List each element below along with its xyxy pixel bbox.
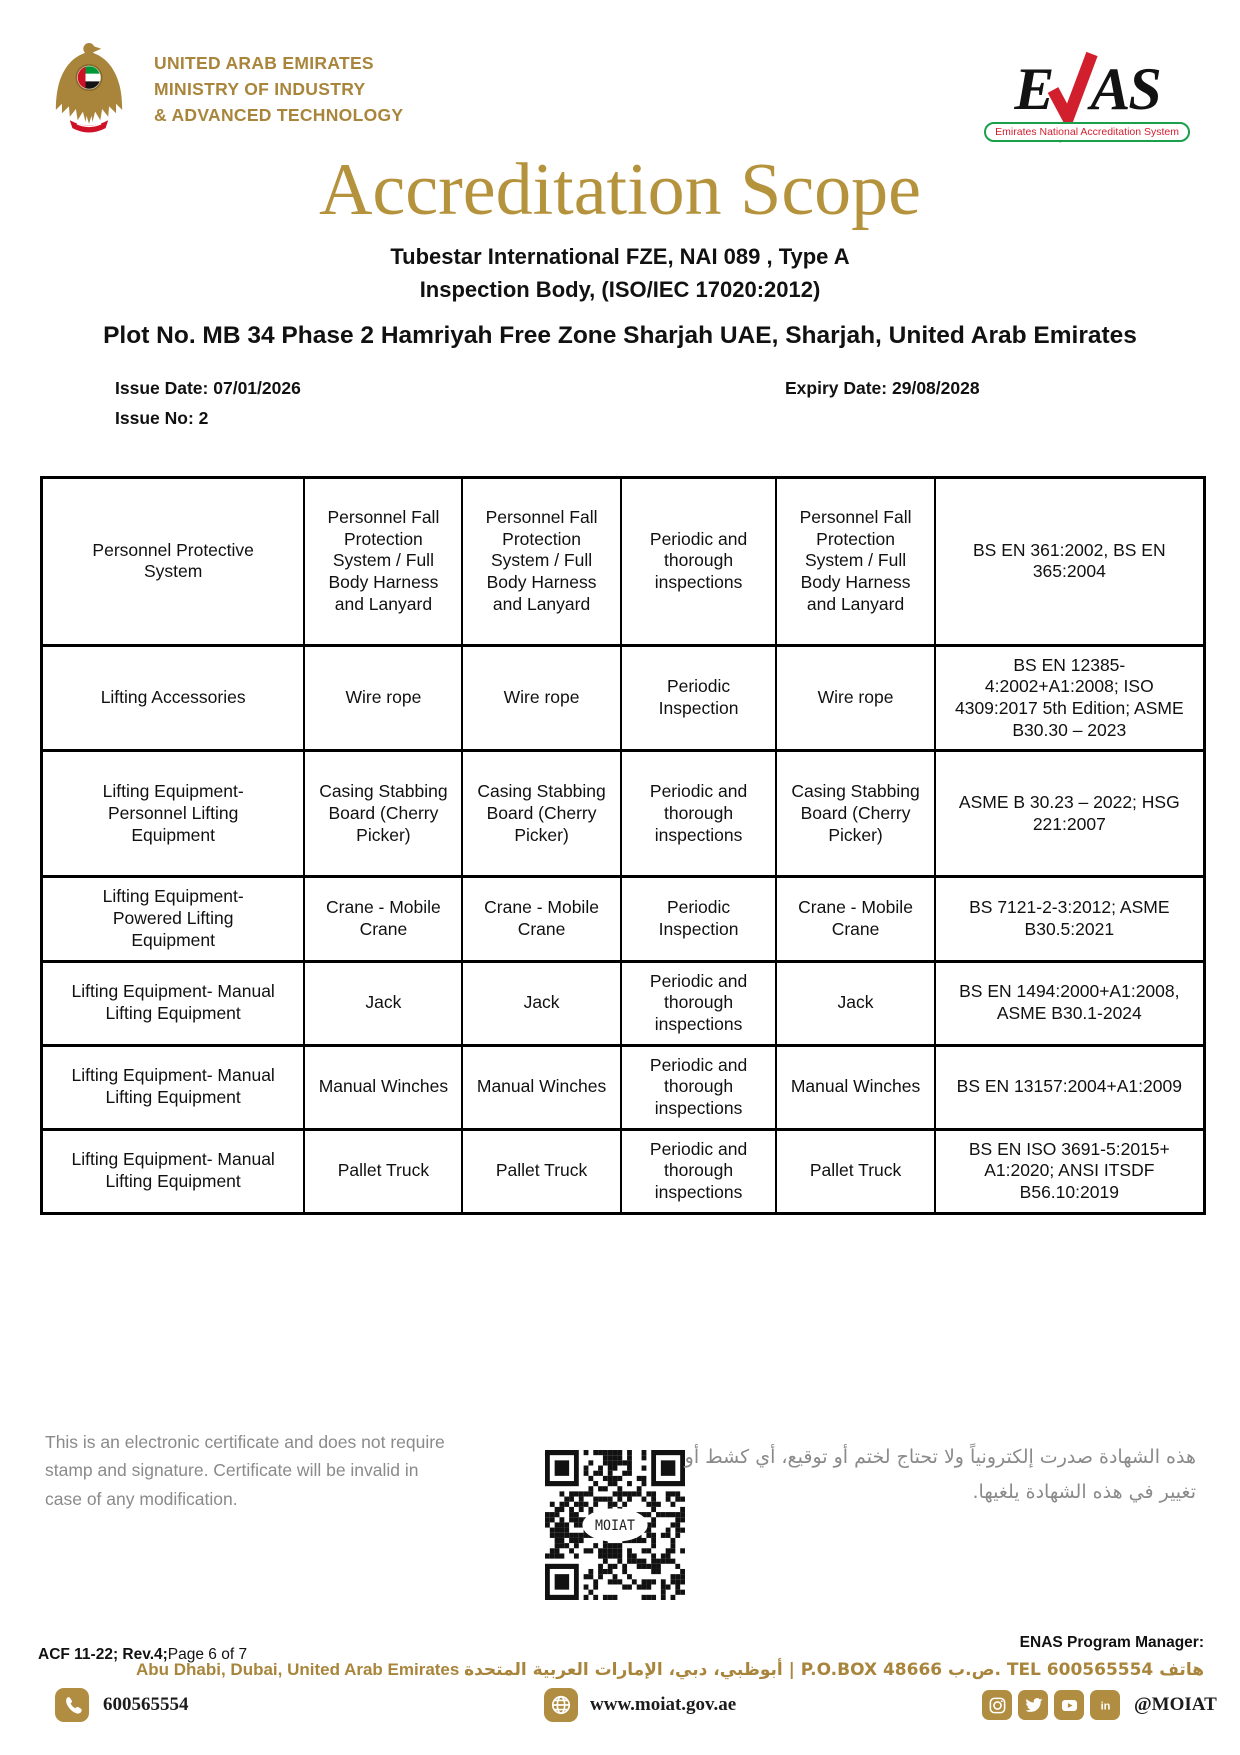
- table-cell: Jack: [776, 961, 934, 1045]
- table-cell: Personnel Protective System: [42, 477, 305, 645]
- organization-address: Plot No. MB 34 Phase 2 Hamriyah Free Zone Sharjah UAE, Sharjah, United Arab Emirates: [103, 321, 1137, 349]
- expiry-date-value: 29/08/2028: [892, 377, 980, 398]
- issue-number-label: Issue No:: [115, 407, 194, 428]
- page-title: Accreditation Scope: [318, 149, 922, 231]
- table-row: [42, 1129, 1205, 1213]
- program-manager-label: ENAS Program Manager:: [1019, 1634, 1204, 1651]
- issue-date-label: Issue Date:: [115, 377, 209, 398]
- table-cell: Pallet Truck: [304, 1129, 462, 1213]
- table-cell: Lifting Equipment- Personnel Lifting Equipment: [42, 751, 305, 877]
- table-cell: Personnel Fall Protection System / Full Body Harness and Lanyard: [776, 477, 934, 645]
- table-cell: Wire rope: [776, 645, 934, 751]
- table-cell: Crane - Mobile Crane: [776, 877, 934, 961]
- instagram-icon[interactable]: [982, 1690, 1012, 1720]
- ministry-line: & ADVANCED TECHNOLOGY: [154, 105, 404, 125]
- uae-falcon-emblem-icon: [44, 40, 134, 136]
- issue-date-value: 07/01/2026: [213, 377, 301, 398]
- table-cell: Crane - Mobile Crane: [304, 877, 462, 961]
- svg-text:MOIAT: MOIAT: [595, 1517, 635, 1535]
- table-cell: Casing Stabbing Board (Cherry Picker): [776, 751, 934, 877]
- table-cell: Wire rope: [462, 645, 620, 751]
- table-cell: Lifting Equipment- Manual Lifting Equipment: [42, 1045, 305, 1129]
- table-cell: Lifting Equipment- Manual Lifting Equipment: [42, 961, 305, 1045]
- enas-wordmark: [1014, 42, 1160, 122]
- issue-date: [115, 378, 301, 399]
- issue-number: [115, 408, 208, 429]
- table-cell: BS EN 1494:2000+A1:2008, ASME B30.1-2024: [935, 961, 1205, 1045]
- twitter-icon[interactable]: [1018, 1690, 1048, 1720]
- ministry-line: UNITED ARAB EMIRATES: [154, 53, 374, 73]
- footer-address-line: [130, 1660, 1210, 1680]
- table-cell: Jack: [304, 961, 462, 1045]
- ministry-name: [154, 40, 403, 128]
- table-cell: Casing Stabbing Board (Cherry Picker): [304, 751, 462, 877]
- table-cell: BS EN 13157:2004+A1:2009: [935, 1045, 1205, 1129]
- table-cell: Periodic and thorough inspections: [621, 1129, 777, 1213]
- accreditation-scope-table: [40, 476, 1206, 1215]
- qr-code: [545, 1450, 685, 1605]
- table-cell: Jack: [462, 961, 620, 1045]
- page-indicator: Page 6 of 7: [167, 1646, 248, 1663]
- social-handle[interactable]: @MOIAT: [1134, 1694, 1217, 1715]
- table-cell: Periodic and thorough inspections: [621, 751, 777, 877]
- footer-phone: [55, 1688, 189, 1722]
- table-cell: Pallet Truck: [776, 1129, 934, 1213]
- table-row: [42, 751, 1205, 877]
- table-cell: Periodic Inspection: [621, 645, 777, 751]
- footer-pobox-tel: | P.O.BOX 48666 ص.ب. TEL 600565554 هاتف: [782, 1660, 1204, 1680]
- table-row: [42, 1045, 1205, 1129]
- table-row: [42, 961, 1205, 1045]
- table-cell: BS EN 361:2002, BS EN 365:2004: [935, 477, 1205, 645]
- electronic-certificate-notice-ar: هذه الشهادة صدرت إلكترونياً ولا تحتاج لختم أو توقيع، أي كشط أو تغيير في هذه الشهادة يلغيها.: [684, 1446, 1196, 1504]
- globe-icon: [544, 1688, 578, 1722]
- header: [0, 0, 1240, 142]
- enas-letter-e: E: [1014, 56, 1053, 122]
- table-cell: Personnel Fall Protection System / Full Body Harness and Lanyard: [462, 477, 620, 645]
- expiry-date: [785, 378, 980, 399]
- certificate-meta: [0, 378, 1240, 440]
- table-cell: Periodic and thorough inspections: [621, 1045, 777, 1129]
- enas-checkmark-icon: [1049, 56, 1095, 124]
- phone-number: 600565554: [103, 1694, 189, 1715]
- table-cell: Lifting Equipment- Powered Lifting Equipment: [42, 877, 305, 961]
- table-cell: Periodic and thorough inspections: [621, 477, 777, 645]
- table-cell: Casing Stabbing Board (Cherry Picker): [462, 751, 620, 877]
- table-cell: Periodic and thorough inspections: [621, 961, 777, 1045]
- organization-name: Tubestar International FZE, NAI 089 , Type A: [390, 243, 850, 269]
- accreditation-standard: Inspection Body, (ISO/IEC 17020:2012): [419, 276, 821, 302]
- linkedin-icon[interactable]: [1090, 1690, 1120, 1720]
- footer-website: [544, 1688, 736, 1722]
- electronic-certificate-notice-en: This is an electronic certificate and does not require stamp and signature. Certificate will be invalid in case of any modification.: [45, 1432, 445, 1509]
- enas-logo: [984, 42, 1190, 142]
- table-cell: Manual Winches: [776, 1045, 934, 1129]
- table-cell: Pallet Truck: [462, 1129, 620, 1213]
- scope-table-body: [42, 477, 1205, 1213]
- table-cell: Personnel Fall Protection System / Full Body Harness and Lanyard: [304, 477, 462, 645]
- table-cell: BS EN ISO 3691-5:2015+ A1:2020; ANSI ITSDF B56.10:2019: [935, 1129, 1205, 1213]
- table-cell: Periodic Inspection: [621, 877, 777, 961]
- table-cell: Manual Winches: [304, 1045, 462, 1129]
- document-reference-id: ACF 11-22; Rev.4;: [38, 1646, 168, 1663]
- enas-letters-as: AS: [1090, 56, 1160, 122]
- footer-social: [982, 1690, 1217, 1720]
- table-cell: BS EN 12385-4:2002+A1:2008; ISO 4309:2017 5th Edition; ASME B30.30 – 2023: [935, 645, 1205, 751]
- table-cell: Lifting Accessories: [42, 645, 305, 751]
- ministry-line: MINISTRY OF INDUSTRY: [154, 79, 366, 99]
- ministry-brand: [44, 40, 403, 136]
- expiry-date-label: Expiry Date:: [785, 377, 888, 398]
- footer-address-en: Abu Dhabi, Dubai, United Arab Emirates: [135, 1660, 465, 1679]
- table-cell: BS 7121-2-3:2012; ASME B30.5:2021: [935, 877, 1205, 961]
- table-cell: Lifting Equipment- Manual Lifting Equipment: [42, 1129, 305, 1213]
- table-row: [42, 877, 1205, 961]
- table-cell: Crane - Mobile Crane: [462, 877, 620, 961]
- website-url[interactable]: www.moiat.gov.ae: [590, 1694, 737, 1715]
- svg-text:in: in: [1100, 1699, 1110, 1712]
- youtube-icon[interactable]: [1054, 1690, 1084, 1720]
- table-cell: Manual Winches: [462, 1045, 620, 1129]
- phone-icon: [55, 1688, 89, 1722]
- issue-number-value: 2: [198, 407, 209, 428]
- footer-address-ar: أبوظبي، دبي، الإمارات العربية المتحدة: [464, 1660, 783, 1680]
- table-row: [42, 477, 1205, 645]
- table-row: [42, 645, 1205, 751]
- enas-tagline: Emirates National Accreditation System: [984, 122, 1190, 142]
- table-cell: Wire rope: [304, 645, 462, 751]
- table-cell: ASME B 30.23 – 2022; HSG 221:2007: [935, 751, 1205, 877]
